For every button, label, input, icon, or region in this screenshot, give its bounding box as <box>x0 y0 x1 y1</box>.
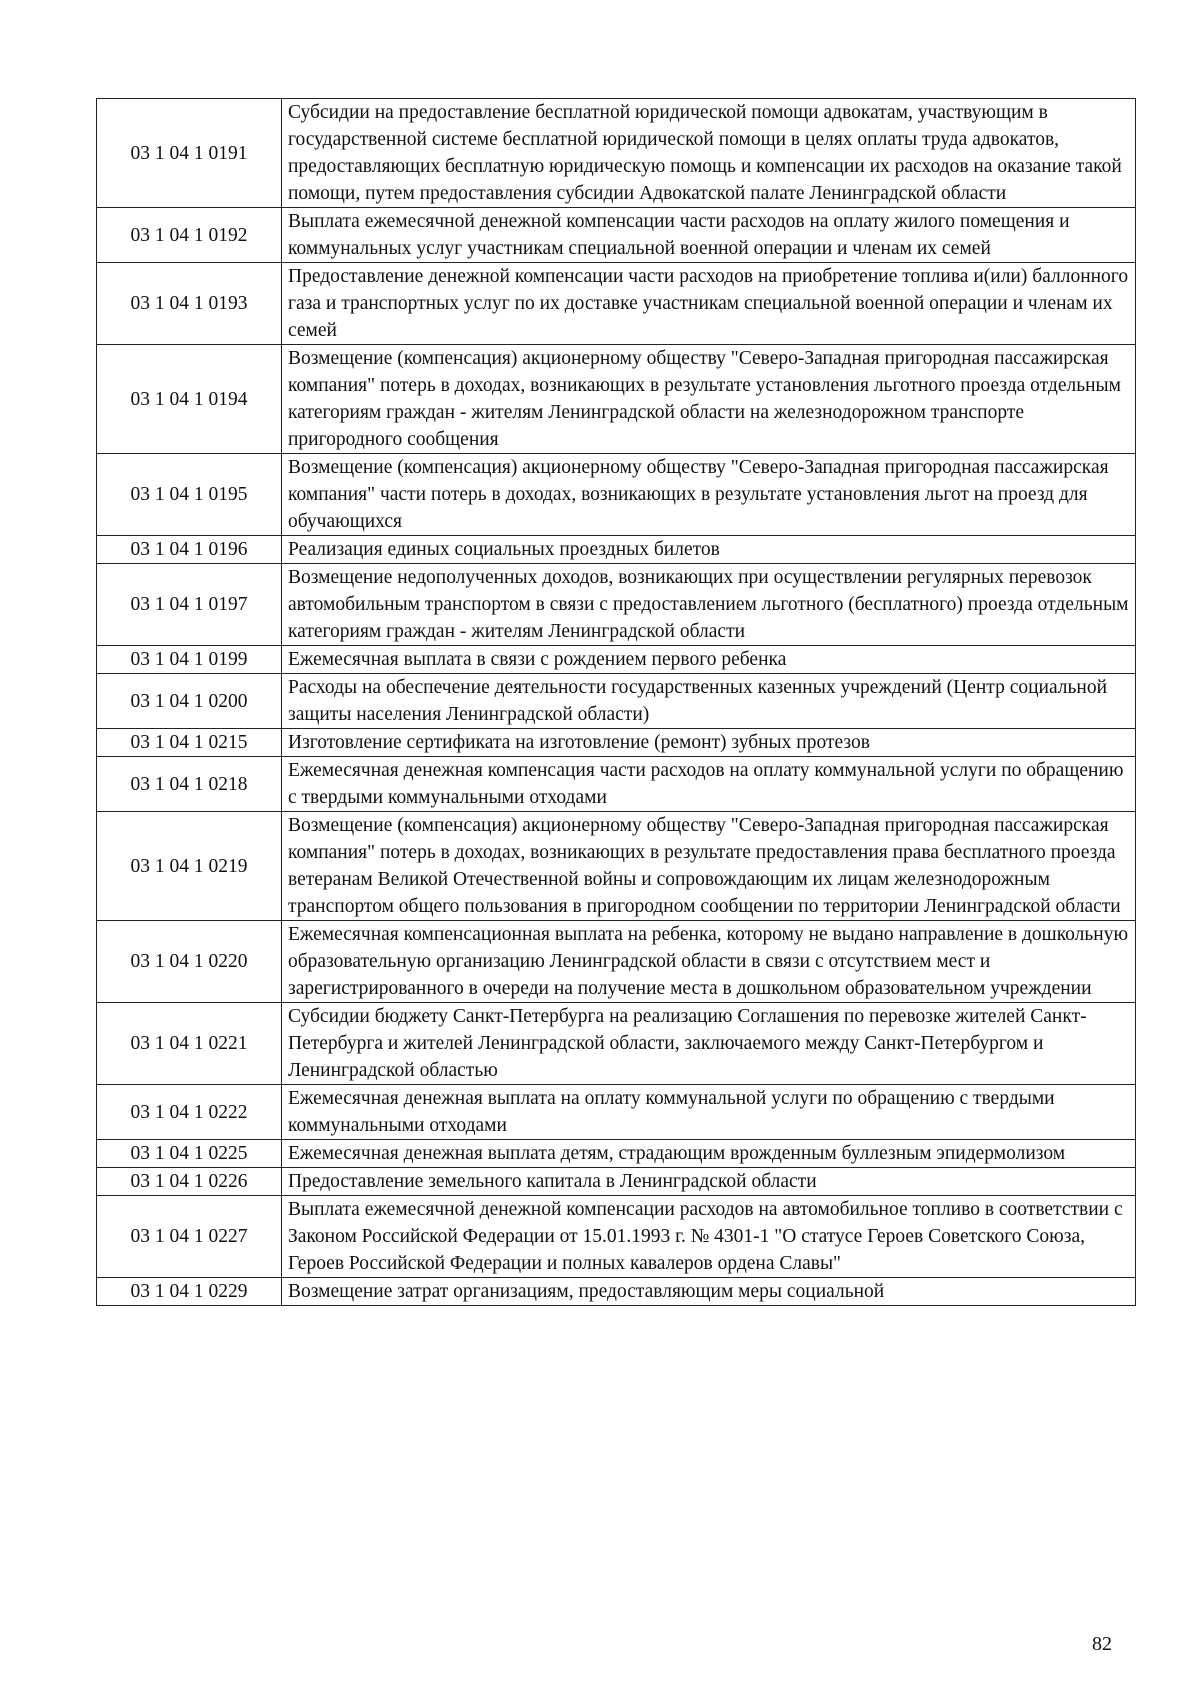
table-row <box>97 454 1136 536</box>
budget-code-cell: 03 1 04 1 0229 <box>97 1278 282 1306</box>
budget-code-cell: 03 1 04 1 0196 <box>97 536 282 564</box>
budget-code-cell: 03 1 04 1 0195 <box>97 454 282 536</box>
table-row <box>97 1003 1136 1085</box>
description-cell: Ежемесячная денежная выплата детям, страдающим врожденным буллезным эпидермолизом <box>282 1140 1136 1168</box>
budget-code-cell: 03 1 04 1 0215 <box>97 729 282 757</box>
description-cell: Возмещение (компенсация) акционерному обществу "Северо-Западная пригородная пассажирская компания" потерь в доходах, возникающих в результате установления льготного проезда отдельным категориям граждан - жителям Ленинградской области на железнодорожном транспорте пригородного сообщения <box>282 345 1136 454</box>
table-row <box>97 1085 1136 1140</box>
description-cell: Выплата ежемесячной денежной компенсации расходов на автомобильное топливо в соответствии с Законом Российской Федерации от 15.01.1993 г. № 4301-1 "О статусе Героев Советского Союза, Героев Российской Федерации и полных кавалеров ордена Славы" <box>282 1196 1136 1278</box>
budget-code-cell: 03 1 04 1 0222 <box>97 1085 282 1140</box>
description-cell: Реализация единых социальных проездных билетов <box>282 536 1136 564</box>
budget-code-cell: 03 1 04 1 0194 <box>97 345 282 454</box>
table-row <box>97 263 1136 345</box>
budget-code-cell: 03 1 04 1 0218 <box>97 757 282 812</box>
table-row <box>97 345 1136 454</box>
budget-code-cell: 03 1 04 1 0227 <box>97 1196 282 1278</box>
description-cell: Возмещение (компенсация) акционерному обществу "Северо-Западная пригородная пассажирская компания" части потерь в доходах, возникающих в результате установления льгот на проезд для обучающихся <box>282 454 1136 536</box>
description-cell: Субсидии бюджету Санкт-Петербурга на реализацию Соглашения по перевозке жителей Санкт-Петербурга и жителей Ленинградской области, заключаемого между Санкт-Петербургом и Ленинградской областью <box>282 1003 1136 1085</box>
table-body <box>97 99 1136 1306</box>
budget-code-cell: 03 1 04 1 0197 <box>97 564 282 646</box>
budget-code-cell: 03 1 04 1 0192 <box>97 208 282 263</box>
description-cell: Выплата ежемесячной денежной компенсации части расходов на оплату жилого помещения и коммунальных услуг участникам специальной военной операции и членам их семей <box>282 208 1136 263</box>
description-cell: Возмещение затрат организациям, предоставляющим меры социальной <box>282 1278 1136 1306</box>
budget-code-cell: 03 1 04 1 0226 <box>97 1168 282 1196</box>
description-cell: Возмещение (компенсация) акционерному обществу "Северо-Западная пригородная пассажирская компания" потерь в доходах, возникающих в результате предоставления права бесплатного проезда ветеранам Великой Отечественной войны и сопровождающим их лицам железнодорожным транспортом общего пользования в пригородном сообщении по территории Ленинградской области <box>282 812 1136 921</box>
budget-code-cell: 03 1 04 1 0199 <box>97 646 282 674</box>
budget-code-cell: 03 1 04 1 0193 <box>97 263 282 345</box>
table-row <box>97 674 1136 729</box>
description-cell: Расходы на обеспечение деятельности государственных казенных учреждений (Центр социальной защиты населения Ленинградской области) <box>282 674 1136 729</box>
table-row <box>97 921 1136 1003</box>
table-row <box>97 646 1136 674</box>
budget-code-cell: 03 1 04 1 0220 <box>97 921 282 1003</box>
budget-codes-table <box>96 98 1136 1306</box>
table-row <box>97 536 1136 564</box>
table-row <box>97 1278 1136 1306</box>
budget-code-cell: 03 1 04 1 0225 <box>97 1140 282 1168</box>
table-row <box>97 564 1136 646</box>
table-row <box>97 99 1136 208</box>
table-row <box>97 1168 1136 1196</box>
budget-code-cell: 03 1 04 1 0221 <box>97 1003 282 1085</box>
table-row <box>97 812 1136 921</box>
budget-code-cell: 03 1 04 1 0219 <box>97 812 282 921</box>
table-row <box>97 729 1136 757</box>
table-row <box>97 208 1136 263</box>
budget-code-cell: 03 1 04 1 0200 <box>97 674 282 729</box>
description-cell: Ежемесячная компенсационная выплата на ребенка, которому не выдано направление в дошкольную образовательную организацию Ленинградской области в связи с отсутствием мест и зарегистрированного в очереди на получение места в дошкольном образовательном учреждении <box>282 921 1136 1003</box>
description-cell: Ежемесячная денежная компенсация части расходов на оплату коммунальной услуги по обращению с твердыми коммунальными отходами <box>282 757 1136 812</box>
description-cell: Предоставление денежной компенсации части расходов на приобретение топлива и(или) баллонного газа и транспортных услуг по их доставке участникам специальной военной операции и членам их семей <box>282 263 1136 345</box>
description-cell: Субсидии на предоставление бесплатной юридической помощи адвокатам, участвующим в государственной системе бесплатной юридической помощи в целях оплаты труда адвокатов, предоставляющих бесплатную юридическую помощь и компенсации их расходов на оказание такой помощи, путем предоставления субсидии Адвокатской палате Ленинградской области <box>282 99 1136 208</box>
description-cell: Ежемесячная выплата в связи с рождением первого ребенка <box>282 646 1136 674</box>
table-row <box>97 1196 1136 1278</box>
budget-code-cell: 03 1 04 1 0191 <box>97 99 282 208</box>
description-cell: Изготовление сертификата на изготовление (ремонт) зубных протезов <box>282 729 1136 757</box>
description-cell: Ежемесячная денежная выплата на оплату коммунальной услуги по обращению с твердыми коммунальными отходами <box>282 1085 1136 1140</box>
description-cell: Возмещение недополученных доходов, возникающих при осуществлении регулярных перевозок автомобильным транспортом в связи с предоставлением льготного (бесплатного) проезда отдельным категориям граждан - жителям Ленинградской области <box>282 564 1136 646</box>
table-row <box>97 1140 1136 1168</box>
page-number: 82 <box>1092 1633 1112 1655</box>
table-row <box>97 757 1136 812</box>
description-cell: Предоставление земельного капитала в Ленинградской области <box>282 1168 1136 1196</box>
